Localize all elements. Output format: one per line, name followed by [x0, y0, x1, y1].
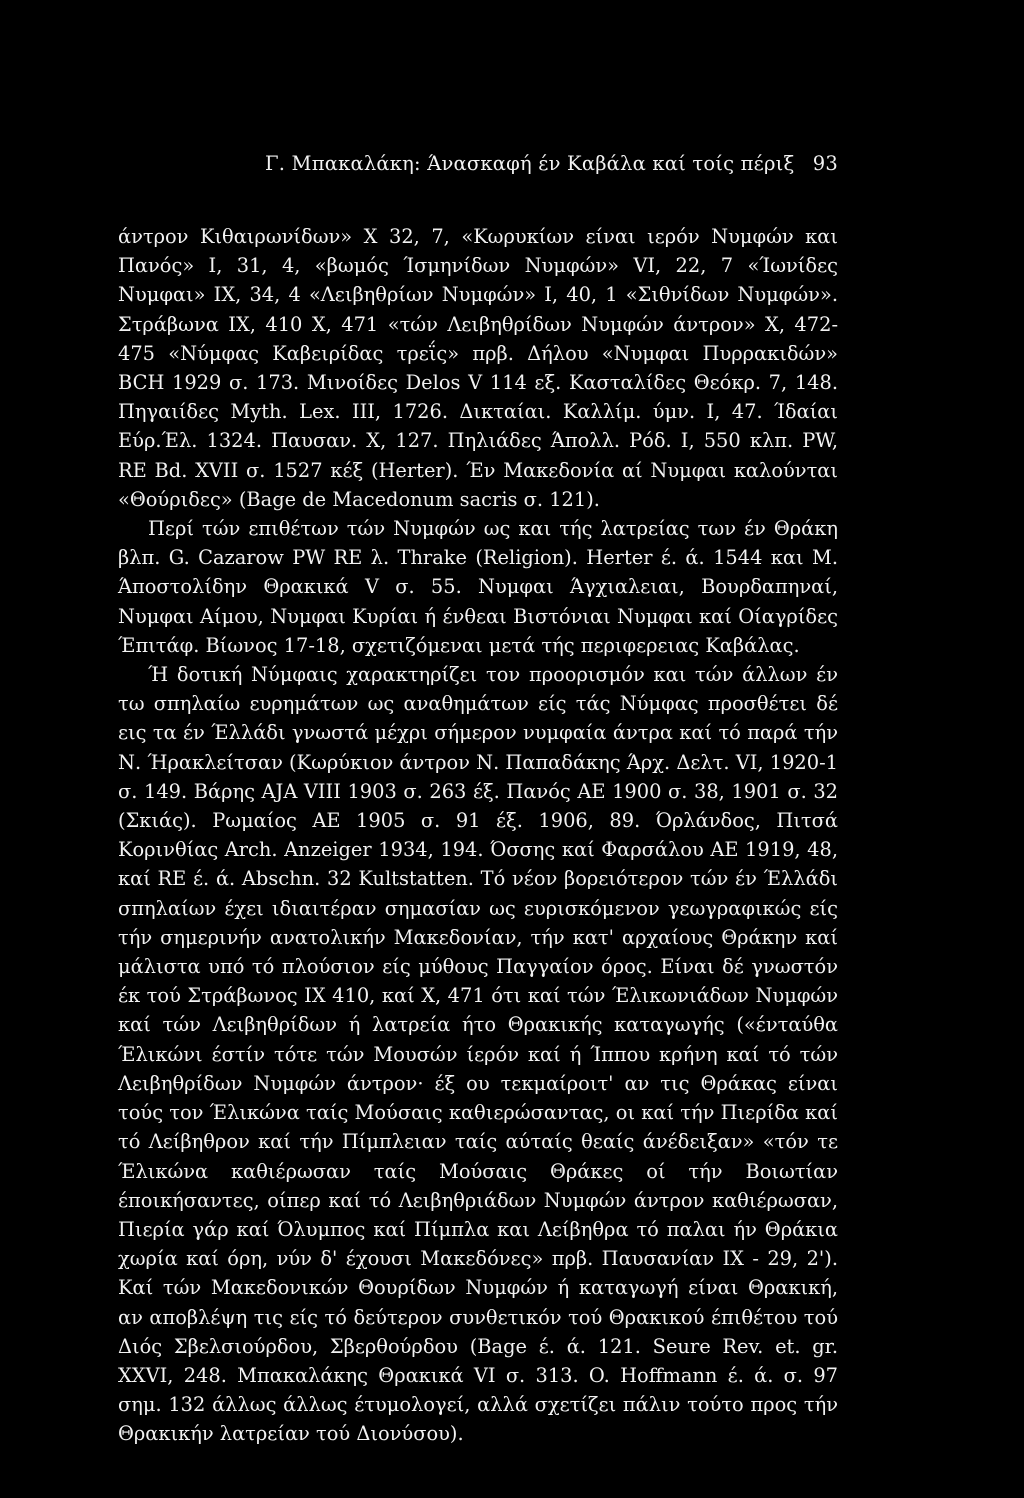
page-number: 93 [812, 152, 838, 175]
running-title: Γ. Μπακαλάκη: Άνασκαφή έν Καβάλα καί τοίς πέριξ [265, 152, 795, 175]
footnote-paragraph-dative-nymphais: Ή δοτική Νύμφαις χαρακτηρίζει τον προορισμόν και τών άλλων έν τω σπηλαίω ευρημάτων ως αναθημάτων είς τάς Νύμφας προσθέτει δέ εις τα έν Έλλάδι γνωστά μέχρι σήμερον νυμφαία άντρα καί τό παρά τήν Ν. Ήρακλείτσαν (Κωρύκιον άντρον Ν. Παπαδάκης Άρχ. Δελτ. VI, 1920-1 σ. 149. Βάρης AJA VIII 1903 σ. 263 έξ. Πανός AE 1900 σ. 38, 1901 σ. 32 (Σκιάς). Ρωμαίος AE 1905 σ. 91 έξ. 1906, 89. Όρλάνδος, Πιτσά Κορινθίας Arch. Anzeiger 1934, 194. Όσσης καί Φαρσάλου AE 1919, 48, καί RE έ. ά. Abschn. 32 Kultstatten. Τό νέον βορειότερον τών έν Έλλάδι σπηλαίων έχει ιδιαιτέραν σημασίαν ως ευρισκόμενον γεωγραφικώς είς τήν σημερινήν ανατολικήν Μακεδονίαν, τήν κατ' αρχαίους Θράκην καί μάλιστα υπό τό πλούσιον είς μύθους Παγγαίον όρος. Είναι δέ γνωστόν έκ τού Στράβωνος IX 410, καί X, 471 ότι καί τών Έλικωνιάδων Νυμφών καί τών Λειβηθρίδων ή λατρεία ήτο Θρακικής καταγωγής («ένταύθα Έλικώνι έστίν τότε τών Μουσών ίερόν καί ή Ίππου κρήνη καί τό τών Λειβηθρίδων Νυμφών άντρον· έξ ου τεκμαίροιτ' αν τις Θράκας είναι τούς τον Έλικώνα ταίς Μούσαις καθιερώσαντας, οι καί τήν Πιερίδα καί τό Λείβηθρον καί τήν Πίμπλειαν ταίς αύταίς θεαίς άνέδειξαν» «τόν τε Έλικώνα καθιέρωσαν ταίς Μούσαις Θράκες οί τήν Βοιωτίαν έποικήσαντες, οίπερ καί τό Λειβηθριάδων Νυμφών άντρον καθιέρωσαν, Πιερία γάρ καί Όλυμπος καί Πίμπλα και Λείβηθρα τό παλαι ήν Θράκια χωρία καί όρη, νύν δ' έχουσι Μακεδόνες» πρβ. Παυσανίαν IX - 29, 2'). Καί τών Μακεδονικών Θουρίδων Νυμφών ή καταγωγή είναι Θρακική, αν αποβλέψη τις είς τό δεύτερον συνθετικόν τού Θρακικού έπιθέτου τού Διός Σβελσιούρδου, Σβερθούρδου (Bage έ. ά. 121. Seure Rev. et. gr. XXVI, 248. Μπακαλάκης Θρακικά VI σ. 313. O. Hoffmann έ. ά. σ. 97 σημ. 132 άλλως άλλως έτυμολογεί, αλλά σχετίζει πάλιν τούτο προς τήν Θρακικήν λατρείαν τού Διονύσου). [118, 663, 838, 1446]
page-body [118, 222, 838, 1449]
footnote-paragraph-nymph-epithets: άντρον Κιθαιρωνίδων» X 32, 7, «Κωρυκίων είναι ιερόν Νυμφών και Πανός» I, 31, 4, «βωμός Ίσμηνίδων Νυμφών» VI, 22, 7 «Ίωνίδες Νυμφαι» IX, 34, 4 «Λειβηθρίων Νυμφών» I, 40, 1 «Σιθνίδων Νυμφών». Στράβωνα IX, 410 X, 471 «τών Λειβηθρίδων Νυμφών άντρον» X, 472-475 «Νύμφας Καβειρίδας τρεΐς» πρβ. Δήλου «Νυμφαι Πυρρακιδών» BCH 1929 σ. 173. Μινοίδες Delos V 114 εξ. Κασταλίδες Θεόκρ. 7, 148. Πηγαιίδες Myth. Lex. III, 1726. Δικταίαι. Καλλίμ. ύμν. I, 47. Ίδαίαι Εύρ.Έλ. 1324. Παυσαν. X, 127. Πηλιάδες Άπολλ. Ρόδ. I, 550 κλπ. PW, RE Bd. XVII σ. 1527 κέξ (Herter). Έν Μακεδονία αί Νυμφαι καλούνται «Θούριδες» (Bage de Macedonum sacris σ. 121). [118, 225, 838, 511]
footnote-paragraph-thracian-nymphs: Περί τών επιθέτων τών Νυμφών ως και τής λατρείας των έν Θράκη βλπ. G. Cazarow PW RE λ. Thrake (Religion). Herter έ. ά. 1544 και Μ. Άποστολίδην Θρακικά V σ. 55. Νυμφαι Άγχιαλειαι, Βουρδαπηναί, Νυμφαι Αίμου, Νυμφαι Κυρίαι ή ένθεαι Βιστόνιαι Νυμφαι καί Οίαγρίδες Έπιτάφ. Βίωνος 17-18, σχετιζόμεναι μετά τής περιφερειας Καβάλας. [118, 517, 838, 657]
page-header [118, 152, 838, 182]
document-page [118, 152, 838, 1449]
